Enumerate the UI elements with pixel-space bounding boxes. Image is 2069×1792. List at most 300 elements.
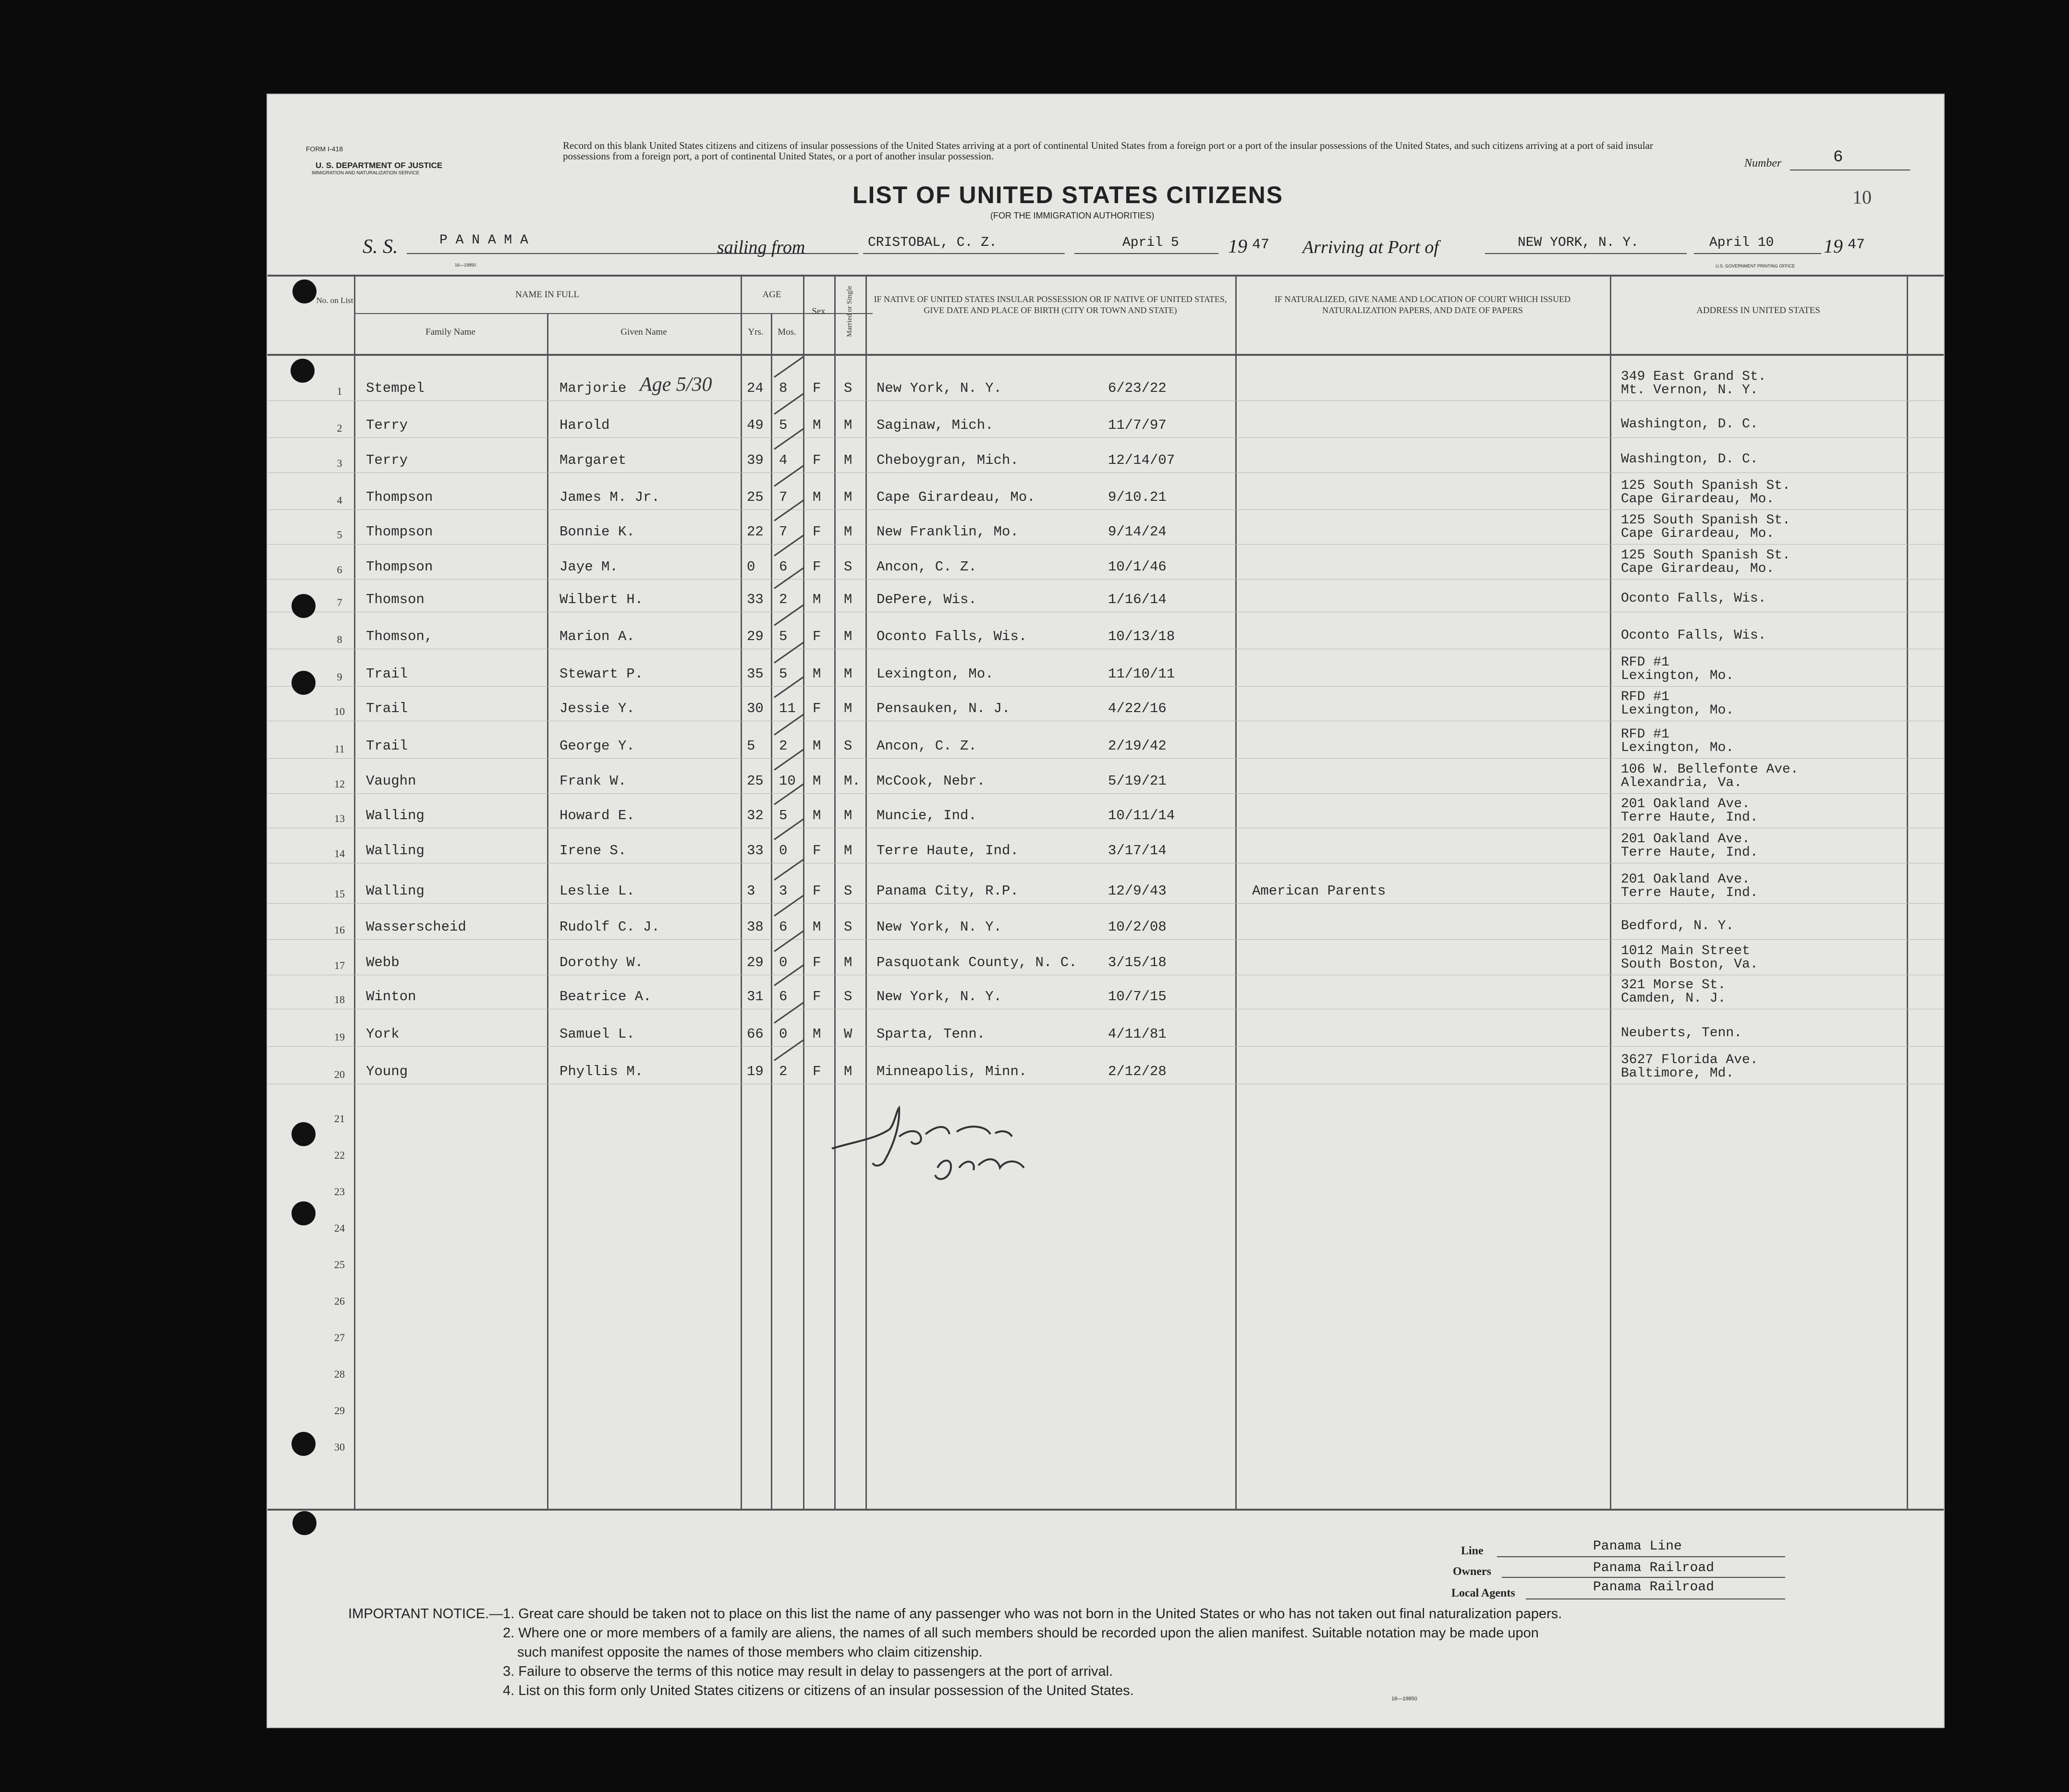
given-name: James M. Jr. — [560, 489, 660, 505]
sex-value: M — [813, 489, 821, 505]
arrival-date: April 10 — [1709, 235, 1774, 250]
department-name: U. S. DEPARTMENT OF JUSTICE — [316, 161, 443, 170]
marital-status: M — [844, 701, 852, 716]
punch-hole — [292, 279, 316, 303]
line-underline — [1497, 1556, 1785, 1557]
family-name: Trail — [366, 666, 408, 682]
address-line-1: 349 East Grand St. — [1621, 369, 1766, 384]
age-months: 6 — [779, 989, 788, 1005]
family-name: Wasserscheid — [366, 919, 466, 935]
age-months: 3 — [779, 883, 788, 899]
given-name: Marjorie — [560, 380, 627, 396]
punch-hole — [291, 359, 315, 383]
agents-value: Panama Railroad — [1593, 1580, 1715, 1595]
address-line-2: Mt. Vernon, N. Y. — [1621, 383, 1758, 398]
age-years: 31 — [747, 989, 764, 1005]
birth-date: 12/14/07 — [1108, 452, 1175, 468]
notice-heading: IMPORTANT NOTICE.— — [348, 1606, 503, 1622]
birth-date: 2/19/42 — [1108, 738, 1167, 754]
row-number: 29 — [334, 1405, 345, 1417]
ss-label: S. S. — [363, 236, 398, 258]
family-name: Thomson, — [366, 629, 433, 644]
marital-status: W — [844, 1026, 852, 1042]
family-name: Winton — [366, 989, 416, 1005]
age-months: 5 — [779, 417, 788, 433]
address-line-1: Bedford, N. Y. — [1621, 919, 1734, 933]
row-rule — [268, 509, 1944, 510]
age-months: 2 — [779, 1064, 788, 1079]
col-header-sex: Sex — [812, 306, 826, 316]
marital-status: M — [844, 808, 852, 823]
row-number: 2 — [337, 422, 342, 434]
sex-value: M — [813, 592, 821, 607]
age-months: 2 — [779, 592, 788, 607]
marital-status: M — [844, 1064, 852, 1079]
address-line-2: South Boston, Va. — [1621, 957, 1758, 972]
row-rule — [268, 686, 1944, 687]
col-header-no: No. on List — [316, 296, 353, 305]
marital-status: S — [844, 559, 852, 575]
row-number: 23 — [334, 1186, 345, 1198]
age-months: 4 — [779, 452, 788, 468]
col-header-yrs: Yrs. — [748, 327, 764, 337]
age-years: 49 — [747, 417, 764, 433]
address-line-1: 106 W. Bellefonte Ave. — [1621, 762, 1799, 777]
check-mark — [774, 818, 804, 840]
marital-status: S — [844, 738, 852, 754]
marital-status: S — [844, 989, 852, 1005]
age-months: 5 — [779, 808, 788, 823]
age-years: 3 — [747, 883, 755, 899]
address-line-2: Alexandria, Va. — [1621, 775, 1742, 790]
check-mark — [774, 859, 804, 880]
arriving-label: Arriving at Port of — [1302, 237, 1439, 257]
form-instruction: Record on this blank United States citizens and citizens of insular possessions of the United States arriving at a port of continental United States from a foreign port or a port of the insular possessions of the United States, and such citizens arriving at a port of said insular possessions from a foreign port, a port of continental United States, or a port of another insular possession. — [563, 140, 1653, 162]
row-number: 1 — [337, 385, 342, 397]
age-months: 7 — [779, 524, 788, 540]
family-name: Stempel — [366, 380, 425, 396]
row-number: 20 — [334, 1068, 345, 1080]
given-name: Frank W. — [560, 773, 627, 789]
sex-value: M — [813, 738, 821, 754]
sex-value: F — [813, 843, 821, 859]
given-name: Jessie Y. — [560, 701, 635, 716]
address-line-1: 3627 Florida Ave. — [1621, 1053, 1758, 1067]
marital-status: M — [844, 843, 852, 859]
ship-name: P A N A M A — [439, 233, 528, 248]
birth-date: 6/23/22 — [1108, 380, 1167, 396]
marital-status: M — [844, 489, 852, 505]
birth-place: Oconto Falls, Wis. — [876, 629, 1027, 644]
age-years: 38 — [747, 919, 764, 935]
sail-year: 47 — [1252, 237, 1270, 253]
address-line-1: 1012 Main Street — [1621, 944, 1750, 958]
punch-hole — [292, 594, 316, 618]
check-mark — [774, 465, 804, 486]
page-title: LIST OF UNITED STATES CITIZENS — [852, 182, 1284, 208]
check-mark — [774, 1002, 804, 1023]
age-years: 25 — [747, 489, 764, 505]
row-number: 9 — [337, 671, 342, 683]
given-name: Phyllis M. — [560, 1064, 644, 1079]
birth-place: Muncie, Ind. — [876, 808, 977, 823]
agents-underline — [1526, 1598, 1785, 1599]
age-years: 32 — [747, 808, 764, 823]
sex-value: F — [813, 701, 821, 716]
birth-place: Sparta, Tenn. — [876, 1026, 986, 1042]
row-number: 27 — [334, 1332, 345, 1344]
birth-date: 2/12/28 — [1108, 1064, 1167, 1079]
sex-value: F — [813, 559, 821, 575]
row-number: 25 — [334, 1259, 345, 1271]
age-years: 39 — [747, 452, 764, 468]
age-years: 33 — [747, 843, 764, 859]
given-name: Dorothy W. — [560, 955, 644, 970]
row-number: 11 — [334, 743, 345, 755]
notice-item-2-cont: such manifest opposite the names of those members who claim citizenship. — [517, 1645, 983, 1660]
family-name: Thompson — [366, 489, 433, 505]
from-port: CRISTOBAL, C. Z. — [868, 235, 997, 250]
birth-date: 10/1/46 — [1108, 559, 1167, 575]
sex-value: F — [813, 380, 821, 396]
family-name: Walling — [366, 843, 425, 859]
row-number: 4 — [337, 494, 342, 506]
marital-status: M — [844, 592, 852, 607]
address-line-1: Oconto Falls, Wis. — [1621, 628, 1766, 643]
address-line-2: Cape Girardeau, Mo. — [1621, 561, 1775, 576]
address-line-1: Neuberts, Tenn. — [1621, 1026, 1742, 1041]
birth-date: 10/13/18 — [1108, 629, 1175, 644]
birth-place: DePere, Wis. — [876, 592, 977, 607]
age-months: 6 — [779, 559, 788, 575]
check-mark — [774, 393, 804, 414]
sail-year-prefix: 19 — [1228, 235, 1247, 257]
sex-value: F — [813, 989, 821, 1005]
row-rule — [268, 793, 1944, 794]
birth-date: 5/19/21 — [1108, 773, 1167, 789]
row-rule — [268, 437, 1944, 438]
birth-place: Minneapolis, Minn. — [876, 1064, 1027, 1079]
owners-label: Owners — [1453, 1565, 1491, 1578]
birth-place: Ancon, C. Z. — [876, 738, 977, 754]
punch-hole — [292, 1201, 316, 1225]
row-number: 3 — [337, 457, 342, 469]
row-number: 17 — [334, 959, 345, 971]
notice-item-1: 1. Great care should be taken not to place on this list the name of any passenger who was not born in the United States or who has not taken out final naturalization papers. — [503, 1606, 1562, 1622]
table-top-border — [268, 275, 1944, 277]
birth-place: New York, N. Y. — [876, 919, 1002, 935]
row-rule — [268, 939, 1944, 940]
birth-date: 10/11/14 — [1108, 808, 1175, 823]
sex-value: F — [813, 883, 821, 899]
age-months: 5 — [779, 629, 788, 644]
address-line-2: Lexington, Mo. — [1621, 740, 1734, 755]
address-line-1: 201 Oakland Ave. — [1621, 832, 1750, 847]
age-months: 10 — [779, 773, 796, 789]
family-name: Thompson — [366, 524, 433, 540]
marital-status: M — [844, 666, 852, 682]
notice-item-4: 4. List on this form only United States citizens or citizens of an insular possession of the United States. — [503, 1683, 1134, 1698]
number-label: Number — [1744, 157, 1782, 170]
birth-date: 4/11/81 — [1108, 1026, 1167, 1042]
col-divider — [834, 276, 836, 1509]
sex-value: F — [813, 452, 821, 468]
given-name: Leslie L. — [560, 883, 635, 899]
number-value: 6 — [1833, 148, 1843, 167]
age-months: 0 — [779, 843, 788, 859]
arrival-port: NEW YORK, N. Y. — [1518, 235, 1639, 250]
family-name: Vaughn — [366, 773, 416, 789]
row-number: 14 — [334, 848, 345, 860]
address-line-1: 125 South Spanish St. — [1621, 548, 1790, 563]
birth-place: New Franklin, Mo. — [876, 524, 1019, 540]
age-years: 33 — [747, 592, 764, 607]
check-mark — [774, 428, 804, 449]
address-line-2: Cape Girardeau, Mo. — [1621, 492, 1775, 507]
notice-item-2: 2. Where one or more members of a family are aliens, the names of all such members should be recorded upon the alien manifest. Suitable notation may be made upon — [503, 1625, 1539, 1641]
row-number: 26 — [334, 1295, 345, 1307]
col-divider — [1610, 276, 1611, 1509]
address-line-2: Terre Haute, Ind. — [1621, 810, 1758, 825]
arrival-date-underline — [1694, 253, 1821, 254]
owners-underline — [1502, 1577, 1785, 1578]
punch-hole — [292, 1432, 316, 1456]
row-rule — [268, 400, 1944, 401]
agents-label: Local Agents — [1451, 1587, 1515, 1599]
col-header-naturalized: IF NATURALIZED, GIVE NAME AND LOCATION OF COURT WHICH ISSUED NATURALIZATION PAPERS, AND DATE OF PAPERS — [1274, 294, 1571, 315]
birth-date: 1/16/14 — [1108, 592, 1167, 607]
check-mark — [774, 714, 804, 735]
row-rule — [268, 544, 1944, 545]
col-divider — [1907, 276, 1908, 1509]
marital-status: M. — [844, 773, 861, 789]
birth-place: Saginaw, Mich. — [876, 417, 994, 433]
marital-status: S — [844, 380, 852, 396]
given-name: Wilbert H. — [560, 592, 644, 607]
age-months: 6 — [779, 919, 788, 935]
check-mark — [774, 642, 804, 663]
sex-value: F — [813, 524, 821, 540]
given-name: Bonnie K. — [560, 524, 635, 540]
age-years: 35 — [747, 666, 764, 682]
check-mark — [774, 567, 804, 589]
birth-place: Terre Haute, Ind. — [876, 843, 1019, 859]
row-number: 8 — [337, 633, 342, 645]
birth-date: 12/9/43 — [1108, 883, 1167, 899]
service-name: IMMIGRATION AND NATURALIZATION SERVICE — [312, 170, 420, 176]
age-years: 22 — [747, 524, 764, 540]
sex-value: M — [813, 919, 821, 935]
age-months: 11 — [779, 701, 796, 716]
row-rule — [268, 903, 1944, 904]
col-divider — [865, 276, 867, 1509]
age-months: 5 — [779, 666, 788, 682]
age-years: 24 — [747, 380, 764, 396]
address-line-2: Cape Girardeau, Mo. — [1621, 526, 1775, 541]
birth-place: Ancon, C. Z. — [876, 559, 977, 575]
from-port-underline — [863, 253, 1065, 254]
family-name: Terry — [366, 452, 408, 468]
age-years: 0 — [747, 559, 755, 575]
naturalization-info: American Parents — [1252, 883, 1386, 899]
owners-value: Panama Railroad — [1593, 1561, 1715, 1575]
check-mark — [774, 356, 804, 377]
col-header-married-single: Married or Single — [846, 286, 853, 337]
given-name: Harold — [560, 417, 610, 433]
family-name: Trail — [366, 701, 408, 716]
sail-date: April 5 — [1122, 235, 1179, 250]
col-header-age: AGE — [762, 290, 781, 300]
col-divider — [354, 276, 355, 1509]
row-number: 12 — [334, 778, 345, 790]
address-line-1: RFD #1 — [1621, 690, 1669, 704]
marital-status: M — [844, 417, 852, 433]
handwritten-age-annotation: Age 5/30 — [640, 374, 712, 396]
age-years: 19 — [747, 1064, 764, 1079]
age-months: 2 — [779, 738, 788, 754]
row-number: 28 — [334, 1368, 345, 1380]
marital-status: M — [844, 955, 852, 970]
row-rule — [268, 758, 1944, 759]
row-number: 15 — [334, 888, 345, 900]
birth-place: Cape Girardeau, Mo. — [876, 489, 1035, 505]
row-number: 30 — [334, 1441, 345, 1453]
age-months: 8 — [779, 380, 788, 396]
given-name: George Y. — [560, 738, 635, 754]
row-number: 7 — [337, 596, 342, 608]
row-number: 10 — [334, 705, 345, 717]
family-name: Trail — [366, 738, 408, 754]
given-name: Samuel L. — [560, 1026, 635, 1042]
punch-hole — [292, 671, 316, 695]
age-years: 66 — [747, 1026, 764, 1042]
address-line-1: 321 Morse St. — [1621, 978, 1726, 993]
check-mark — [774, 499, 804, 521]
address-line-1: 125 South Spanish St. — [1621, 478, 1790, 493]
birth-date: 3/15/18 — [1108, 955, 1167, 970]
row-number: 13 — [334, 812, 345, 824]
birth-date: 11/7/97 — [1108, 417, 1167, 433]
marital-status: M — [844, 524, 852, 540]
arrival-year-prefix: 19 — [1824, 235, 1843, 257]
printer-code: 16—19850 — [455, 263, 476, 267]
form-id: FORM I-418 — [306, 145, 343, 153]
birth-date: 10/7/15 — [1108, 989, 1167, 1005]
check-mark — [774, 534, 804, 556]
birth-place: Pensauken, N. J. — [876, 701, 1010, 716]
check-mark — [774, 749, 804, 770]
given-name: Marion A. — [560, 629, 635, 644]
punch-hole — [292, 1122, 316, 1146]
notice-item-3: 3. Failure to observe the terms of this notice may result in delay to passengers at the port of arrival. — [503, 1664, 1113, 1679]
manifest-sheet — [267, 94, 1945, 1728]
address-line-1: RFD #1 — [1621, 727, 1669, 742]
given-name: Irene S. — [560, 843, 627, 859]
age-months: 0 — [779, 1026, 788, 1042]
marital-status: M — [844, 629, 852, 644]
notice-code: 16—19850 — [1391, 1696, 1417, 1702]
family-name: York — [366, 1026, 400, 1042]
check-mark — [774, 1039, 804, 1061]
given-name: Stewart P. — [560, 666, 644, 682]
address-line-1: 201 Oakland Ave. — [1621, 872, 1750, 887]
address-line-2: Lexington, Mo. — [1621, 703, 1734, 718]
row-number: 24 — [334, 1222, 345, 1234]
marital-status: M — [844, 452, 852, 468]
address-line-2: Terre Haute, Ind. — [1621, 885, 1758, 900]
age-years: 5 — [747, 738, 755, 754]
birth-date: 9/10.21 — [1108, 489, 1167, 505]
family-name: Walling — [366, 808, 425, 823]
sex-value: F — [813, 955, 821, 970]
line-value: Panama Line — [1593, 1539, 1682, 1554]
col-header-family-name: Family Name — [426, 327, 475, 337]
age-years: 30 — [747, 701, 764, 716]
row-rule — [268, 579, 1944, 580]
birth-place: New York, N. Y. — [876, 380, 1002, 396]
birth-place: McCook, Nebr. — [876, 773, 986, 789]
check-mark — [774, 895, 804, 916]
address-line-1: 201 Oakland Ave. — [1621, 797, 1750, 811]
family-name: Walling — [366, 883, 425, 899]
handwritten-signature — [827, 1096, 1048, 1187]
row-number: 5 — [337, 529, 342, 541]
col-divider — [1235, 276, 1237, 1509]
birth-date: 9/14/24 — [1108, 524, 1167, 540]
birth-place: Cheboygran, Mich. — [876, 452, 1019, 468]
given-name: Jaye M. — [560, 559, 618, 575]
sex-value: M — [813, 1026, 821, 1042]
sail-date-underline — [1074, 253, 1218, 254]
address-line-1: RFD #1 — [1621, 655, 1669, 670]
check-mark — [774, 930, 804, 952]
given-name: Margaret — [560, 452, 627, 468]
given-name: Howard E. — [560, 808, 635, 823]
row-rule — [268, 1046, 1944, 1047]
family-name: Young — [366, 1064, 408, 1079]
row-number: 21 — [334, 1113, 345, 1125]
birth-place: Pasquotank County, N. C. — [876, 955, 1077, 970]
gpo-imprint: U.S. GOVERNMENT PRINTING OFFICE — [1716, 264, 1795, 268]
birth-date: 11/10/11 — [1108, 666, 1175, 682]
birth-date: 3/17/14 — [1108, 843, 1167, 859]
punch-hole — [292, 1511, 316, 1535]
age-months: 7 — [779, 489, 788, 505]
given-name: Beatrice A. — [560, 989, 652, 1005]
col-header-name-in-full: NAME IN FULL — [515, 290, 579, 300]
family-name: Terry — [366, 417, 408, 433]
birth-place: Lexington, Mo. — [876, 666, 994, 682]
sex-value: F — [813, 629, 821, 644]
col-divider — [803, 276, 804, 1509]
address-line-1: Washington, D. C. — [1621, 452, 1758, 467]
birth-place: Panama City, R.P. — [876, 883, 1019, 899]
row-number: 6 — [337, 564, 342, 576]
name-age-subheader-line — [354, 313, 873, 314]
address-line-2: Baltimore, Md. — [1621, 1066, 1734, 1081]
address-line-2: Camden, N. J. — [1621, 991, 1726, 1006]
col-header-mos: Mos. — [778, 327, 796, 337]
birth-place: New York, N. Y. — [876, 989, 1002, 1005]
check-mark — [774, 604, 804, 626]
col-divider — [547, 313, 548, 1509]
col-header-address: ADDRESS IN UNITED STATES — [1696, 305, 1820, 315]
sex-value: M — [813, 808, 821, 823]
arrival-port-underline — [1485, 253, 1687, 254]
family-name: Thomson — [366, 592, 425, 607]
age-years: 29 — [747, 955, 764, 970]
col-header-birth: IF NATIVE OF UNITED STATES INSULAR POSSESSION OR IF NATIVE OF UNITED STATES, GIVE DATE AND PLACE OF BIRTH (CITY OR TOWN AND STATE) — [874, 294, 1227, 315]
